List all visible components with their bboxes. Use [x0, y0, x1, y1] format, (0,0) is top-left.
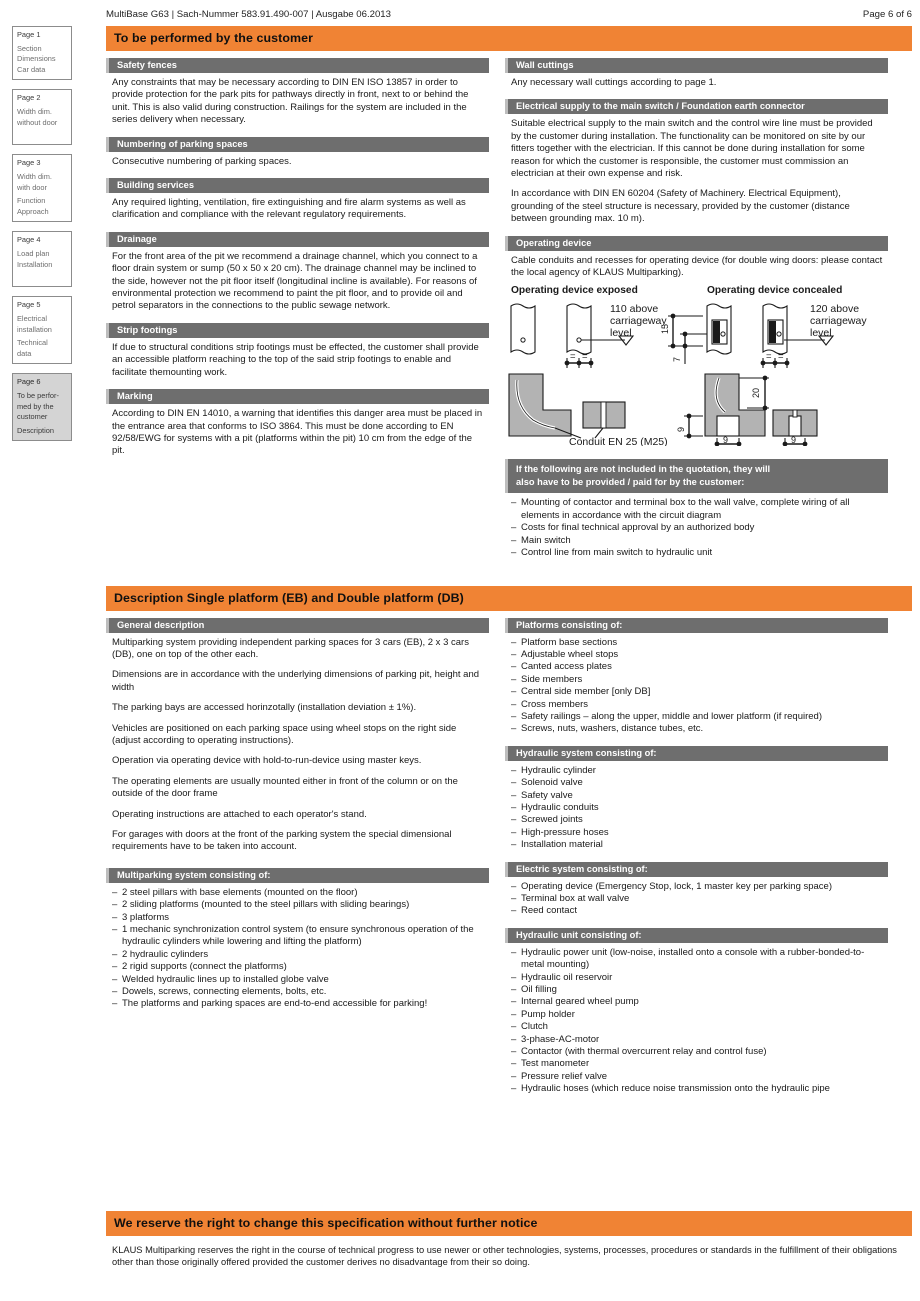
list-item: – Pressure relief valve	[511, 1071, 886, 1083]
document-reference: MultiBase G63 | Sach-Nummer 583.91.490-007 | Ausgabe 06.2013	[106, 9, 391, 20]
section-heading-operating-device: Operating device	[505, 236, 888, 251]
section-text-electrical-supply-2: In accordance with DIN EN 60204 (Safety of Machinery. Electrical Equipment), grounding of the steel structure is necessary, provided by the customer (distance between grounding max. 10 m).	[511, 188, 850, 225]
diagram-label-110-line2: carriageway	[610, 315, 667, 328]
sidebar-item-page-5-line-3: Technical	[17, 338, 48, 348]
list-item: – Pump holder	[511, 1009, 886, 1021]
diagram-equal-d: =	[778, 351, 784, 363]
sidebar-item-page-5[interactable]	[12, 296, 72, 364]
list-item: – 2 rigid supports (connect the platforms)	[112, 961, 487, 973]
list-item: – Safety valve	[511, 790, 886, 802]
section-electrical-supply	[505, 99, 888, 225]
customer-left-column	[106, 58, 489, 570]
list-item: – 3 platforms	[112, 912, 487, 924]
section-heading-multiparking-system: Multiparking system consisting of:	[106, 868, 489, 883]
list-item: – 3-phase-AC-motor	[511, 1034, 886, 1046]
list-hydraulic-unit	[505, 947, 888, 1096]
sidebar-item-page-1-line-3: Car data	[17, 64, 46, 74]
callout-heading-line-1: If the following are not included in the quotation, they will	[516, 464, 771, 475]
diagram-titles	[507, 285, 888, 296]
list-hydraulic-system	[505, 765, 888, 852]
section-electric-system	[505, 862, 888, 918]
list-item: – Internal geared wheel pump	[511, 996, 886, 1008]
customer-section-columns	[106, 58, 912, 570]
section-heading-building-services: Building services	[106, 178, 489, 193]
sidebar-item-page-1-line-2: Dimensions	[17, 54, 56, 64]
list-item: – Welded hydraulic lines up to installed globe valve	[112, 974, 487, 986]
list-platforms	[505, 637, 888, 736]
sidebar-item-page-2-line-1: Width dim.	[17, 106, 52, 116]
section-operating-device	[505, 236, 888, 280]
list-item: – Mounting of contactor and terminal box to the wall valve, complete wiring of all elements in accordance with the circuit diagram	[511, 497, 886, 522]
operating-device-diagram	[507, 285, 888, 451]
diagram-svg	[507, 298, 890, 446]
list-item: – 2 sliding platforms (mounted to the steel pillars with sliding bearings)	[112, 899, 487, 911]
diagram-title-concealed: Operating device concealed	[707, 285, 843, 297]
list-item: – Hydraulic hoses (which reduce noise transmission onto the hydraulic pipe	[511, 1083, 886, 1095]
section-heading-hydraulic-unit: Hydraulic unit consisting of:	[505, 928, 888, 943]
list-item: – Terminal box at wall valve	[511, 893, 886, 905]
section-safety-fences	[106, 58, 489, 127]
list-multiparking-system	[106, 887, 489, 1011]
general-description-paragraph: The operating elements are usually mounted either in front of the column or on the outside of the door frame	[112, 775, 458, 800]
sidebar-item-page-6-line-4: Description	[17, 425, 54, 435]
general-description-paragraph: The parking bays are accessed horinzotally (installation deviation ± 1%).	[112, 702, 417, 714]
section-drainage	[106, 232, 489, 313]
sidebar-item-page-2-title: Page 2	[17, 93, 41, 103]
diagram-equal-c: =	[766, 351, 772, 363]
customer-right-column	[505, 58, 888, 570]
section-text-numbering: Consecutive numbering of parking spaces.	[112, 155, 292, 167]
section-platforms	[505, 618, 888, 736]
list-item: – Test manometer	[511, 1058, 886, 1070]
section-heading-strip-footings: Strip footings	[106, 323, 489, 338]
section-numbering-of-parking-spaces	[106, 137, 489, 168]
list-item: – Canted access plates	[511, 661, 886, 673]
document-header	[106, 0, 912, 26]
list-item: – Oil filling	[511, 984, 886, 996]
diagram-label-110-line1: 110 above	[610, 303, 659, 316]
list-item: – Main switch	[511, 535, 886, 547]
sidebar-item-page-6-line-3: customer	[17, 412, 48, 422]
section-text-operating-device: Cable conduits and recesses for operating device (for double wing doors: please contact the local agency of KLAUS Multiparking).	[511, 254, 883, 279]
list-item: – Costs for final technical approval by an authorized body	[511, 522, 886, 534]
section-heading-wall-cuttings: Wall cuttings	[505, 58, 888, 73]
list-item: – Solenoid valve	[511, 777, 886, 789]
sidebar-item-page-6-title: Page 6	[17, 377, 41, 387]
section-strip-footings	[106, 323, 489, 379]
diagram-conduit-label: Conduit EN 25 (M25)	[569, 436, 668, 447]
sidebar-item-page-3-title: Page 3	[17, 158, 41, 168]
banner-description-platforms: Description Single platform (EB) and Double platform (DB)	[106, 586, 912, 611]
footer-disclaimer-text: KLAUS Multiparking reserves the right in the course of technical progress to use newer or other technologies, systems, processes, procedures or standards in the fulfillment of their obligations other than those originally offered provided the customer derives no disadvantage from their so doing.	[112, 1245, 897, 1268]
section-text-drainage: For the front area of the pit we recommend a drainage channel, which you connect to a floor drain system or sump (50 x 50 x 20 cm). The drainage channel may be inclined to the side, however not the pit floor itself (longitudinal incline is available). For reasons of environmental protection we recommend to paint the pit floor, and to provide oil and petrol separators in the connections to the public sewage network.	[112, 250, 478, 312]
sidebar-item-page-1-title: Page 1	[17, 30, 41, 39]
diagram-title-exposed: Operating device exposed	[511, 285, 638, 297]
section-heading-platforms: Platforms consisting of:	[505, 618, 888, 633]
list-item: – High-pressure hoses	[511, 827, 886, 839]
description-left-column	[106, 618, 489, 1106]
list-item: – Hydraulic power unit (low-noise, installed onto a console with a rubber-bonded-to-metal mounting)	[511, 947, 886, 972]
sidebar-item-page-4-line-1: Load plan	[17, 248, 50, 258]
page-indicator: Page 6 of 6	[862, 9, 912, 20]
sidebar-item-page-3[interactable]	[12, 154, 72, 222]
callout-not-included	[505, 459, 888, 559]
list-item: – Contactor (with thermal overcurrent relay and control fuse)	[511, 1046, 886, 1058]
general-description-paragraph: Dimensions are in accordance with the underlying dimensions of parking pit, height and width	[112, 669, 480, 693]
diagram-equal-b: =	[582, 351, 588, 363]
banner-reserve-right: We reserve the right to change this specification without further notice	[106, 1211, 912, 1236]
list-item: – Screws, nuts, washers, distance tubes, etc.	[511, 723, 886, 735]
section-heading-electrical-supply: Electrical supply to the main switch / Foundation earth connector	[505, 99, 888, 114]
description-section-columns	[106, 618, 912, 1106]
diagram-equal-a: =	[570, 351, 576, 363]
general-description-paragraph: Multiparking system providing independent parking spaces for 3 cars (EB), 2 x 3 cars (DB), one on top of the other each.	[112, 636, 469, 660]
section-text-electrical-supply-1: Suitable electrical supply to the main switch and the control wire line must be provided by the customer during installation. The functionality can be monitored on site by our fitters together with the electrician. If this cannot be done during installation for some reason for which the customer is responsible, the customer must commission an electrician at their own expense and risk.	[511, 118, 873, 180]
list-item: – 1 mechanic synchronization control system (to ensure synchronous operation of the hydraulic cylinders while lowering and lifting the platform)	[112, 924, 487, 949]
section-heading-marking: Marking	[106, 389, 489, 404]
callout-heading-not-included	[505, 459, 888, 493]
general-description-paragraph: For garages with doors at the front of the parking system the special dimensional requirements have to be taken into account.	[112, 828, 452, 853]
section-wall-cuttings	[505, 58, 888, 89]
list-item: – Adjustable wheel stops	[511, 649, 886, 661]
list-item: – Hydraulic oil reservoir	[511, 972, 886, 984]
diagram-label-120-line3: level	[810, 327, 832, 340]
callout-heading-line-2: also have to be provided / paid for by the customer:	[516, 476, 745, 487]
section-text-marking: According to DIN EN 14010, a warning that identifies this danger area must be placed in the entrance area that conforms to ISO 3864. This must be done according to EN 92/58/EWG for systems with a pit (platforms within the pit) 10 cm from the edge of the pit.	[112, 408, 483, 457]
section-hydraulic-system	[505, 746, 888, 852]
section-text-building-services: Any required lighting, ventilation, fire extinguishing and fire alarm systems as well as clarification and compliance with the relevant regulatory requirements.	[112, 197, 466, 221]
section-heading-hydraulic-system: Hydraulic system consisting of:	[505, 746, 888, 761]
sidebar-item-page-4[interactable]	[12, 231, 72, 287]
diagram-label-110-line3: level	[610, 327, 632, 340]
list-item: – 2 steel pillars with base elements (mounted on the floor)	[112, 887, 487, 899]
section-heading-general-description: General description	[106, 618, 489, 633]
list-item: – Clutch	[511, 1021, 886, 1033]
diagram-dim-15: 15	[660, 324, 670, 335]
sidebar-item-page-1-line-1: Section	[17, 43, 42, 53]
list-item: – Cross members	[511, 699, 886, 711]
diagram-dim-7: 7	[672, 357, 682, 363]
list-item: – Operating device (Emergency Stop, lock, 1 master key per parking space)	[511, 881, 886, 893]
diagram-label-120-line2: carriageway	[810, 315, 867, 328]
sidebar-item-page-6[interactable]	[12, 373, 72, 441]
section-heading-drainage: Drainage	[106, 232, 489, 247]
sidebar-item-page-5-line-2: installation	[17, 324, 52, 334]
sidebar-item-page-5-line-4: data	[17, 348, 32, 358]
sidebar-item-page-3-line-1: Width dim.	[17, 171, 52, 181]
description-right-column	[505, 618, 888, 1106]
sidebar-item-page-4-line-2: Installation	[17, 259, 53, 269]
sidebar-item-page-1[interactable]	[12, 26, 72, 80]
section-heading-electric-system: Electric system consisting of:	[505, 862, 888, 877]
sidebar-item-page-6-line-2: med by the	[17, 401, 54, 411]
list-item: – Reed contact	[511, 905, 886, 917]
list-item: – Hydraulic conduits	[511, 802, 886, 814]
section-text-safety-fences: Any constraints that may be necessary according to DIN EN ISO 13857 in order to provide protection for the park pits for pathways directly in front, next to or behind the unit. This is also valid during construction. Railings for the system are included in the series delivery when necessary.	[112, 77, 469, 126]
list-item: – Dowels, screws, connecting elements, bolts, etc.	[112, 986, 487, 998]
list-item: – Installation material	[511, 839, 886, 851]
list-item: – Control line from main switch to hydraulic unit	[511, 547, 886, 559]
list-item: – Screwed joints	[511, 814, 886, 826]
list-item: – 2 hydraulic cylinders	[112, 949, 487, 961]
sidebar-item-page-3-line-3: Function	[17, 196, 46, 206]
sidebar-item-page-5-line-1: Electrical	[17, 313, 47, 323]
section-text-strip-footings: If due to structural conditions strip footings must be effected, the customer shall provide an accessible platform reaching to the top of the said strip footings to enable and facilitate themounting work.	[112, 341, 479, 378]
list-item: – Side members	[511, 674, 886, 686]
page-navigation-sidebar	[12, 26, 72, 450]
diagram-dim-9-b: 9	[791, 435, 797, 446]
section-text-wall-cuttings: Any necessary wall cuttings according to page 1.	[511, 77, 717, 88]
diagram-dim-9-a: 9	[723, 435, 729, 446]
document-page	[106, 0, 912, 1106]
list-item: – Platform base sections	[511, 637, 886, 649]
sidebar-item-page-5-title: Page 5	[17, 300, 41, 310]
section-building-services	[106, 178, 489, 222]
list-electric-system	[505, 881, 888, 918]
diagram-dim-20: 20	[751, 388, 761, 399]
list-item: – The platforms and parking spaces are end-to-end accessible for parking!	[112, 998, 487, 1010]
sidebar-item-page-2-line-2: without door	[17, 117, 58, 127]
diagram-dim-9-vertical: 9	[676, 427, 686, 433]
list-item: – Hydraulic cylinder	[511, 765, 886, 777]
document-footer	[106, 1211, 912, 1268]
sidebar-item-page-6-line-1: To be perfor-	[17, 390, 59, 400]
sidebar-item-page-4-title: Page 4	[17, 235, 41, 245]
banner-to-be-performed-by-customer: To be performed by the customer	[106, 26, 912, 51]
section-general-description	[106, 618, 489, 854]
section-multiparking-system	[106, 868, 489, 1011]
section-heading-safety-fences: Safety fences	[106, 58, 489, 73]
section-marking	[106, 389, 489, 458]
list-item: – Safety railings – along the upper, middle and lower platform (if required)	[511, 711, 886, 723]
general-description-paragraph: Vehicles are positioned on each parking space using wheel stops on the right side (adjust according to operating instructions).	[112, 722, 457, 746]
list-item: – Central side member [only DB]	[511, 686, 886, 698]
callout-list-not-included	[505, 497, 888, 559]
sidebar-item-page-2[interactable]	[12, 89, 72, 145]
general-description-paragraph: Operation via operating device with hold-to-run-device using master keys.	[112, 755, 422, 767]
section-heading-numbering: Numbering of parking spaces	[106, 137, 489, 152]
diagram-label-120-line1: 120 above	[810, 303, 860, 316]
sidebar-item-page-3-line-4: Approach	[17, 206, 49, 216]
sidebar-item-page-3-line-2: with door	[17, 182, 47, 192]
section-hydraulic-unit	[505, 928, 888, 1096]
general-description-paragraph: Operating instructions are attached to each operator's stand.	[112, 808, 367, 820]
